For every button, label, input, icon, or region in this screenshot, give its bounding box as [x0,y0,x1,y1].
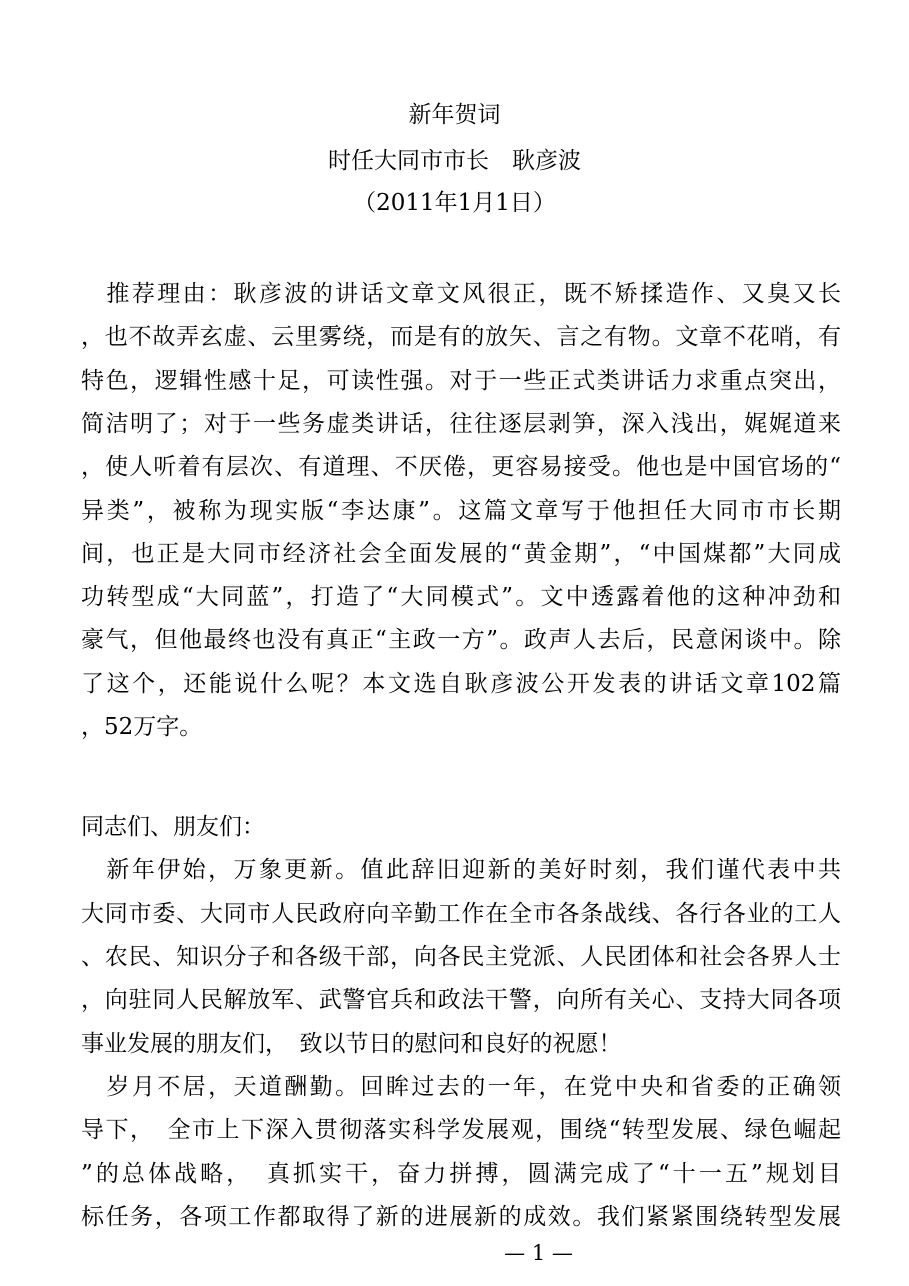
date-line: （2011年1月1日） [353,190,556,216]
intro-line: 异类”，被称为现实版“李达康”。这篇文章写于他担任大同市市长期 [81,498,841,524]
body-line: ”的总体战略， 真抓实干，奋力拼搏，圆满完成了“十一五”规划目 [81,1161,841,1187]
intro-line: 推荐理由：耿彦波的讲话文章文风很正，既不矫揉造作、又臭又长 [81,281,841,307]
intro-line: 了这个，还能说什么呢？本文选自耿彦波公开发表的讲话文章102篇 [81,671,841,697]
author-line: 时任大同市市长 耿彦波 [328,148,581,174]
body-line: 大同市委、大同市人民政府向辛勤工作在全市各条战线、各行各业的工人 [81,901,841,927]
body-line: 标任务，各项工作都取得了新的进展新的成效。我们紧紧围绕转型发展 [81,1204,841,1230]
intro-line: 间，也正是大同市经济社会全面发展的“黄金期”，“中国煤都”大同成 [81,541,841,567]
body-line: 、农民、知识分子和各级干部，向各民主党派、人民团体和社会各界人士 [81,944,841,970]
body-line: ，向驻同人民解放军、武警官兵和政法干警，向所有关心、支持大同各项 [81,987,841,1013]
intro-line: 功转型成“大同蓝”，打造了“大同模式”。文中透露着他的这种冲劲和 [81,584,841,610]
intro-line: 豪气，但他最终也没有真正“主政一方”。政声人去后，民意闲谈中。除 [81,627,841,653]
body-line: 新年伊始，万象更新。值此辞旧迎新的美好时刻，我们谨代表中共 [81,857,841,883]
intro-line: ，使人听着有层次、有道理、不厌倦，更容易接受。他也是中国官场的“ [81,454,841,480]
intro-line: ，也不故弄玄虚、云里雾绕，而是有的放矢、言之有物。文章不花哨，有 [81,324,841,350]
body-line: 导下， 全市上下深入贯彻落实科学发展观，围绕“转型发展、绿色崛起 [81,1117,841,1143]
intro-line: 简洁明了；对于一些务虚类讲话，往往逐层剥笋，深入浅出，娓娓道来 [81,411,841,437]
body-line: 岁月不居，天道酬勤。回眸过去的一年，在党中央和省委的正确领 [81,1074,841,1100]
intro-line: 特色，逻辑性感十足，可读性强。对于一些正式类讲话力求重点突出， [81,368,841,394]
intro-line: ，52万字。 [81,714,203,740]
page-number: — 1 — [504,1241,573,1265]
body-line: 事业发展的朋友们， 致以节日的慰问和良好的祝愿！ [81,1031,622,1057]
document-title: 新年贺词 [408,102,501,128]
salutation: 同志们、朋友们： [81,814,265,840]
